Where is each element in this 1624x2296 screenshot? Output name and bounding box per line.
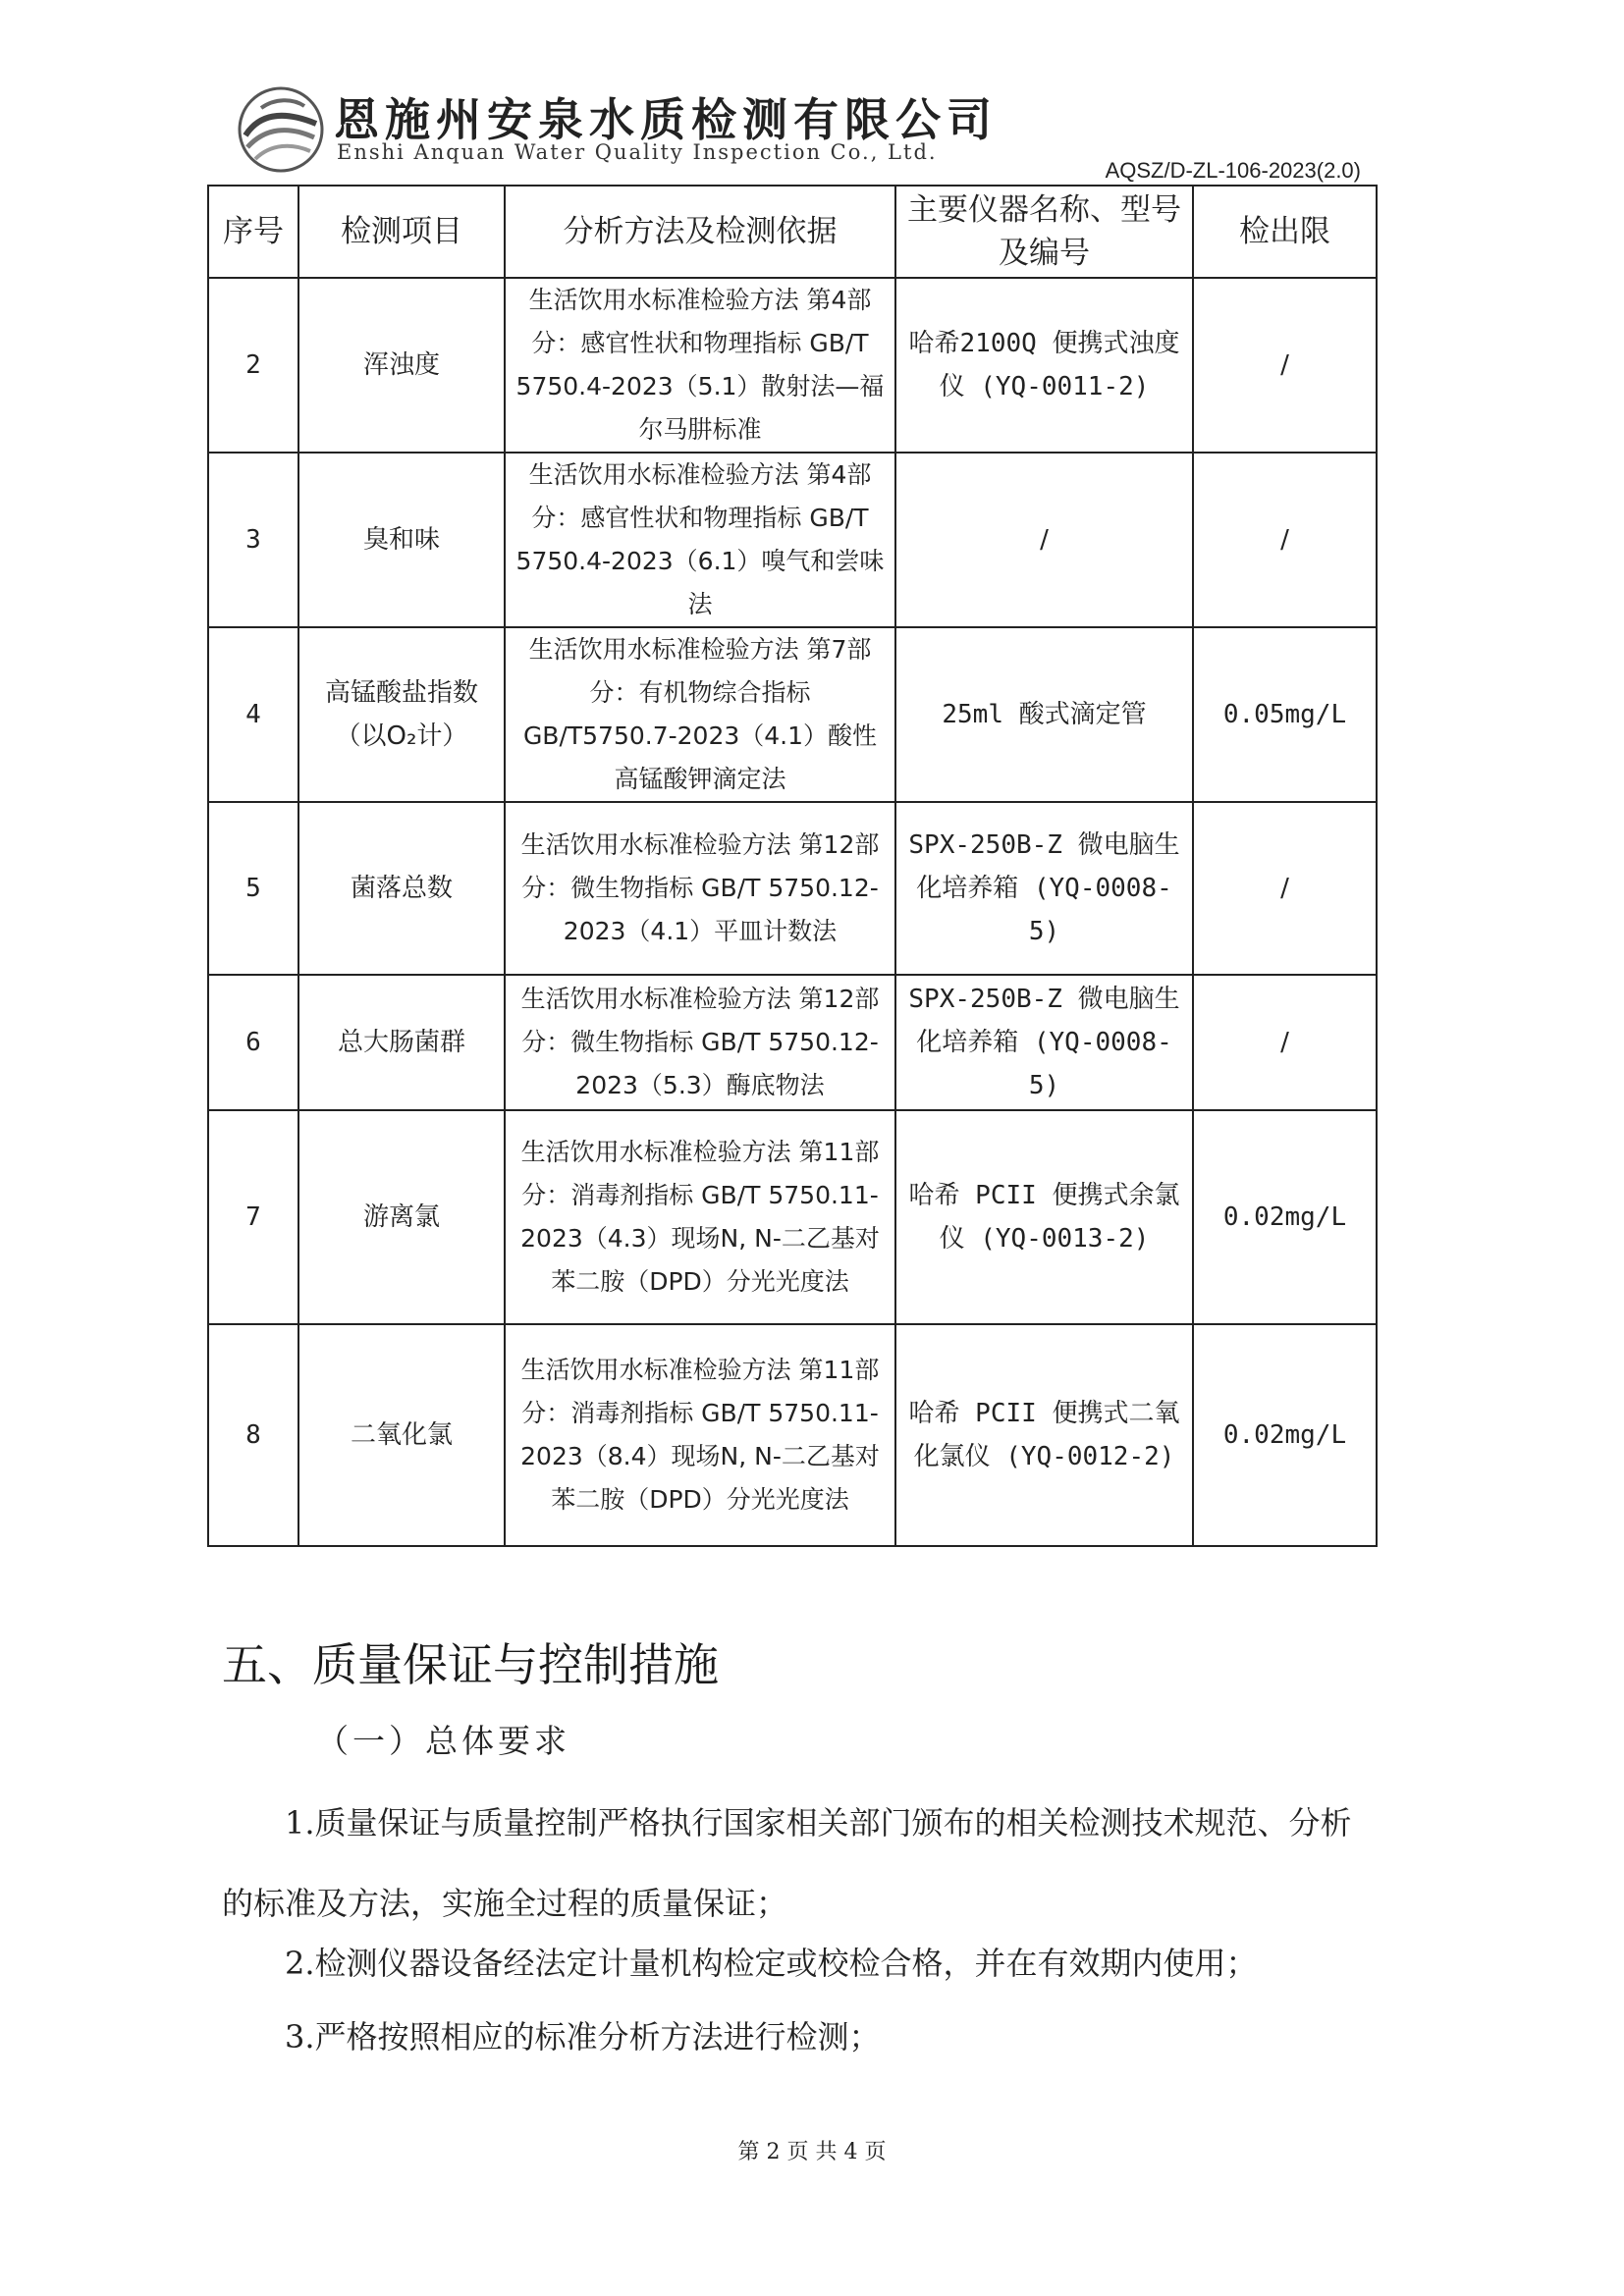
row-item: 臭和味 bbox=[298, 453, 505, 627]
row-instrument: 哈希 PCII 便携式二氧化氯仪 (YQ-0012-2) bbox=[895, 1324, 1193, 1546]
table-header-row bbox=[208, 186, 1377, 278]
row-limit: 0.05mg/L bbox=[1193, 627, 1377, 802]
row-instrument: / bbox=[895, 453, 1193, 627]
table-row bbox=[208, 1110, 1377, 1324]
row-limit: / bbox=[1193, 802, 1377, 975]
row-item: 菌落总数 bbox=[298, 802, 505, 975]
row-item: 游离氯 bbox=[298, 1110, 505, 1324]
row-no: 5 bbox=[208, 802, 298, 975]
table-row bbox=[208, 627, 1377, 802]
section-subtitle: （一）总体要求 bbox=[316, 1722, 570, 1760]
row-limit: 0.02mg/L bbox=[1193, 1324, 1377, 1546]
row-instrument: SPX-250B-Z 微电脑生化培养箱 (YQ-0008-5) bbox=[895, 802, 1193, 975]
row-no: 6 bbox=[208, 975, 298, 1110]
company-name-en: Enshi Anquan Water Quality Inspection Co., Ltd. bbox=[337, 140, 938, 164]
row-method: 生活饮用水标准检验方法 第7部分：有机物综合指标 GB/T5750.7-2023（4.1）酸性高锰酸钾滴定法 bbox=[505, 627, 895, 802]
section-title: 五、质量保证与控制措施 bbox=[222, 1638, 719, 1691]
row-item: 浑浊度 bbox=[298, 278, 505, 453]
row-method: 生活饮用水标准检验方法 第4部分：感官性状和物理指标 GB/T 5750.4-2023（5.1）散射法—福尔马肼标准 bbox=[505, 278, 895, 453]
table-row bbox=[208, 1324, 1377, 1546]
header-no: 序号 bbox=[208, 186, 298, 278]
header-limit: 检出限 bbox=[1193, 186, 1377, 278]
water-swirl-logo bbox=[236, 84, 326, 175]
test-items-table bbox=[207, 185, 1378, 1547]
header-instrument: 主要仪器名称、型号及编号 bbox=[895, 186, 1193, 278]
row-limit: 0.02mg/L bbox=[1193, 1110, 1377, 1324]
row-limit: / bbox=[1193, 453, 1377, 627]
row-instrument: 哈希 PCII 便携式余氯仪 (YQ-0013-2) bbox=[895, 1110, 1193, 1324]
row-method: 生活饮用水标准检验方法 第11部分：消毒剂指标 GB/T 5750.11-2023（8.4）现场N, N-二乙基对苯二胺（DPD）分光光度法 bbox=[505, 1324, 895, 1546]
row-item: 二氧化氯 bbox=[298, 1324, 505, 1546]
row-instrument: SPX-250B-Z 微电脑生化培养箱 (YQ-0008-5) bbox=[895, 975, 1193, 1110]
header-item: 检测项目 bbox=[298, 186, 505, 278]
paragraph: 3.严格按照相应的标准分析方法进行检测； bbox=[285, 2018, 881, 2056]
table-row bbox=[208, 453, 1377, 627]
document-code: AQSZ/D-ZL-106-2023(2.0) bbox=[1105, 158, 1361, 183]
table-row bbox=[208, 802, 1377, 975]
row-instrument: 哈希2100Q 便携式浊度仪 (YQ-0011-2) bbox=[895, 278, 1193, 453]
row-limit: / bbox=[1193, 278, 1377, 453]
table-row bbox=[208, 278, 1377, 453]
row-no: 2 bbox=[208, 278, 298, 453]
paragraph: 1.质量保证与质量控制严格执行国家相关部门颁布的相关检测技术规范、分析的标准及方法，实施全过程的质量保证； bbox=[222, 1804, 1352, 1922]
row-no: 3 bbox=[208, 453, 298, 627]
row-limit: / bbox=[1193, 975, 1377, 1110]
row-instrument: 25ml 酸式滴定管 bbox=[895, 627, 1193, 802]
company-name-cn: 恩施州安泉水质检测有限公司 bbox=[334, 93, 998, 146]
page-number: 第 2 页 共 4 页 bbox=[737, 2140, 887, 2164]
row-method: 生活饮用水标准检验方法 第12部分：微生物指标 GB/T 5750.12-2023（4.1）平皿计数法 bbox=[505, 802, 895, 975]
row-item: 总大肠菌群 bbox=[298, 975, 505, 1110]
paragraph: 2.检测仪器设备经法定计量机构检定或校检合格，并在有效期内使用； bbox=[285, 1945, 1258, 1982]
header-method: 分析方法及检测依据 bbox=[505, 186, 895, 278]
row-item: 高锰酸盐指数（以O₂计） bbox=[298, 627, 505, 802]
row-method: 生活饮用水标准检验方法 第11部分：消毒剂指标 GB/T 5750.11-2023（4.3）现场N, N-二乙基对苯二胺（DPD）分光光度法 bbox=[505, 1110, 895, 1324]
row-no: 4 bbox=[208, 627, 298, 802]
row-no: 8 bbox=[208, 1324, 298, 1546]
row-no: 7 bbox=[208, 1110, 298, 1324]
row-method: 生活饮用水标准检验方法 第12部分：微生物指标 GB/T 5750.12-2023（5.3）酶底物法 bbox=[505, 975, 895, 1110]
row-method: 生活饮用水标准检验方法 第4部分：感官性状和物理指标 GB/T 5750.4-2023（6.1）嗅气和尝味法 bbox=[505, 453, 895, 627]
table-row bbox=[208, 975, 1377, 1110]
